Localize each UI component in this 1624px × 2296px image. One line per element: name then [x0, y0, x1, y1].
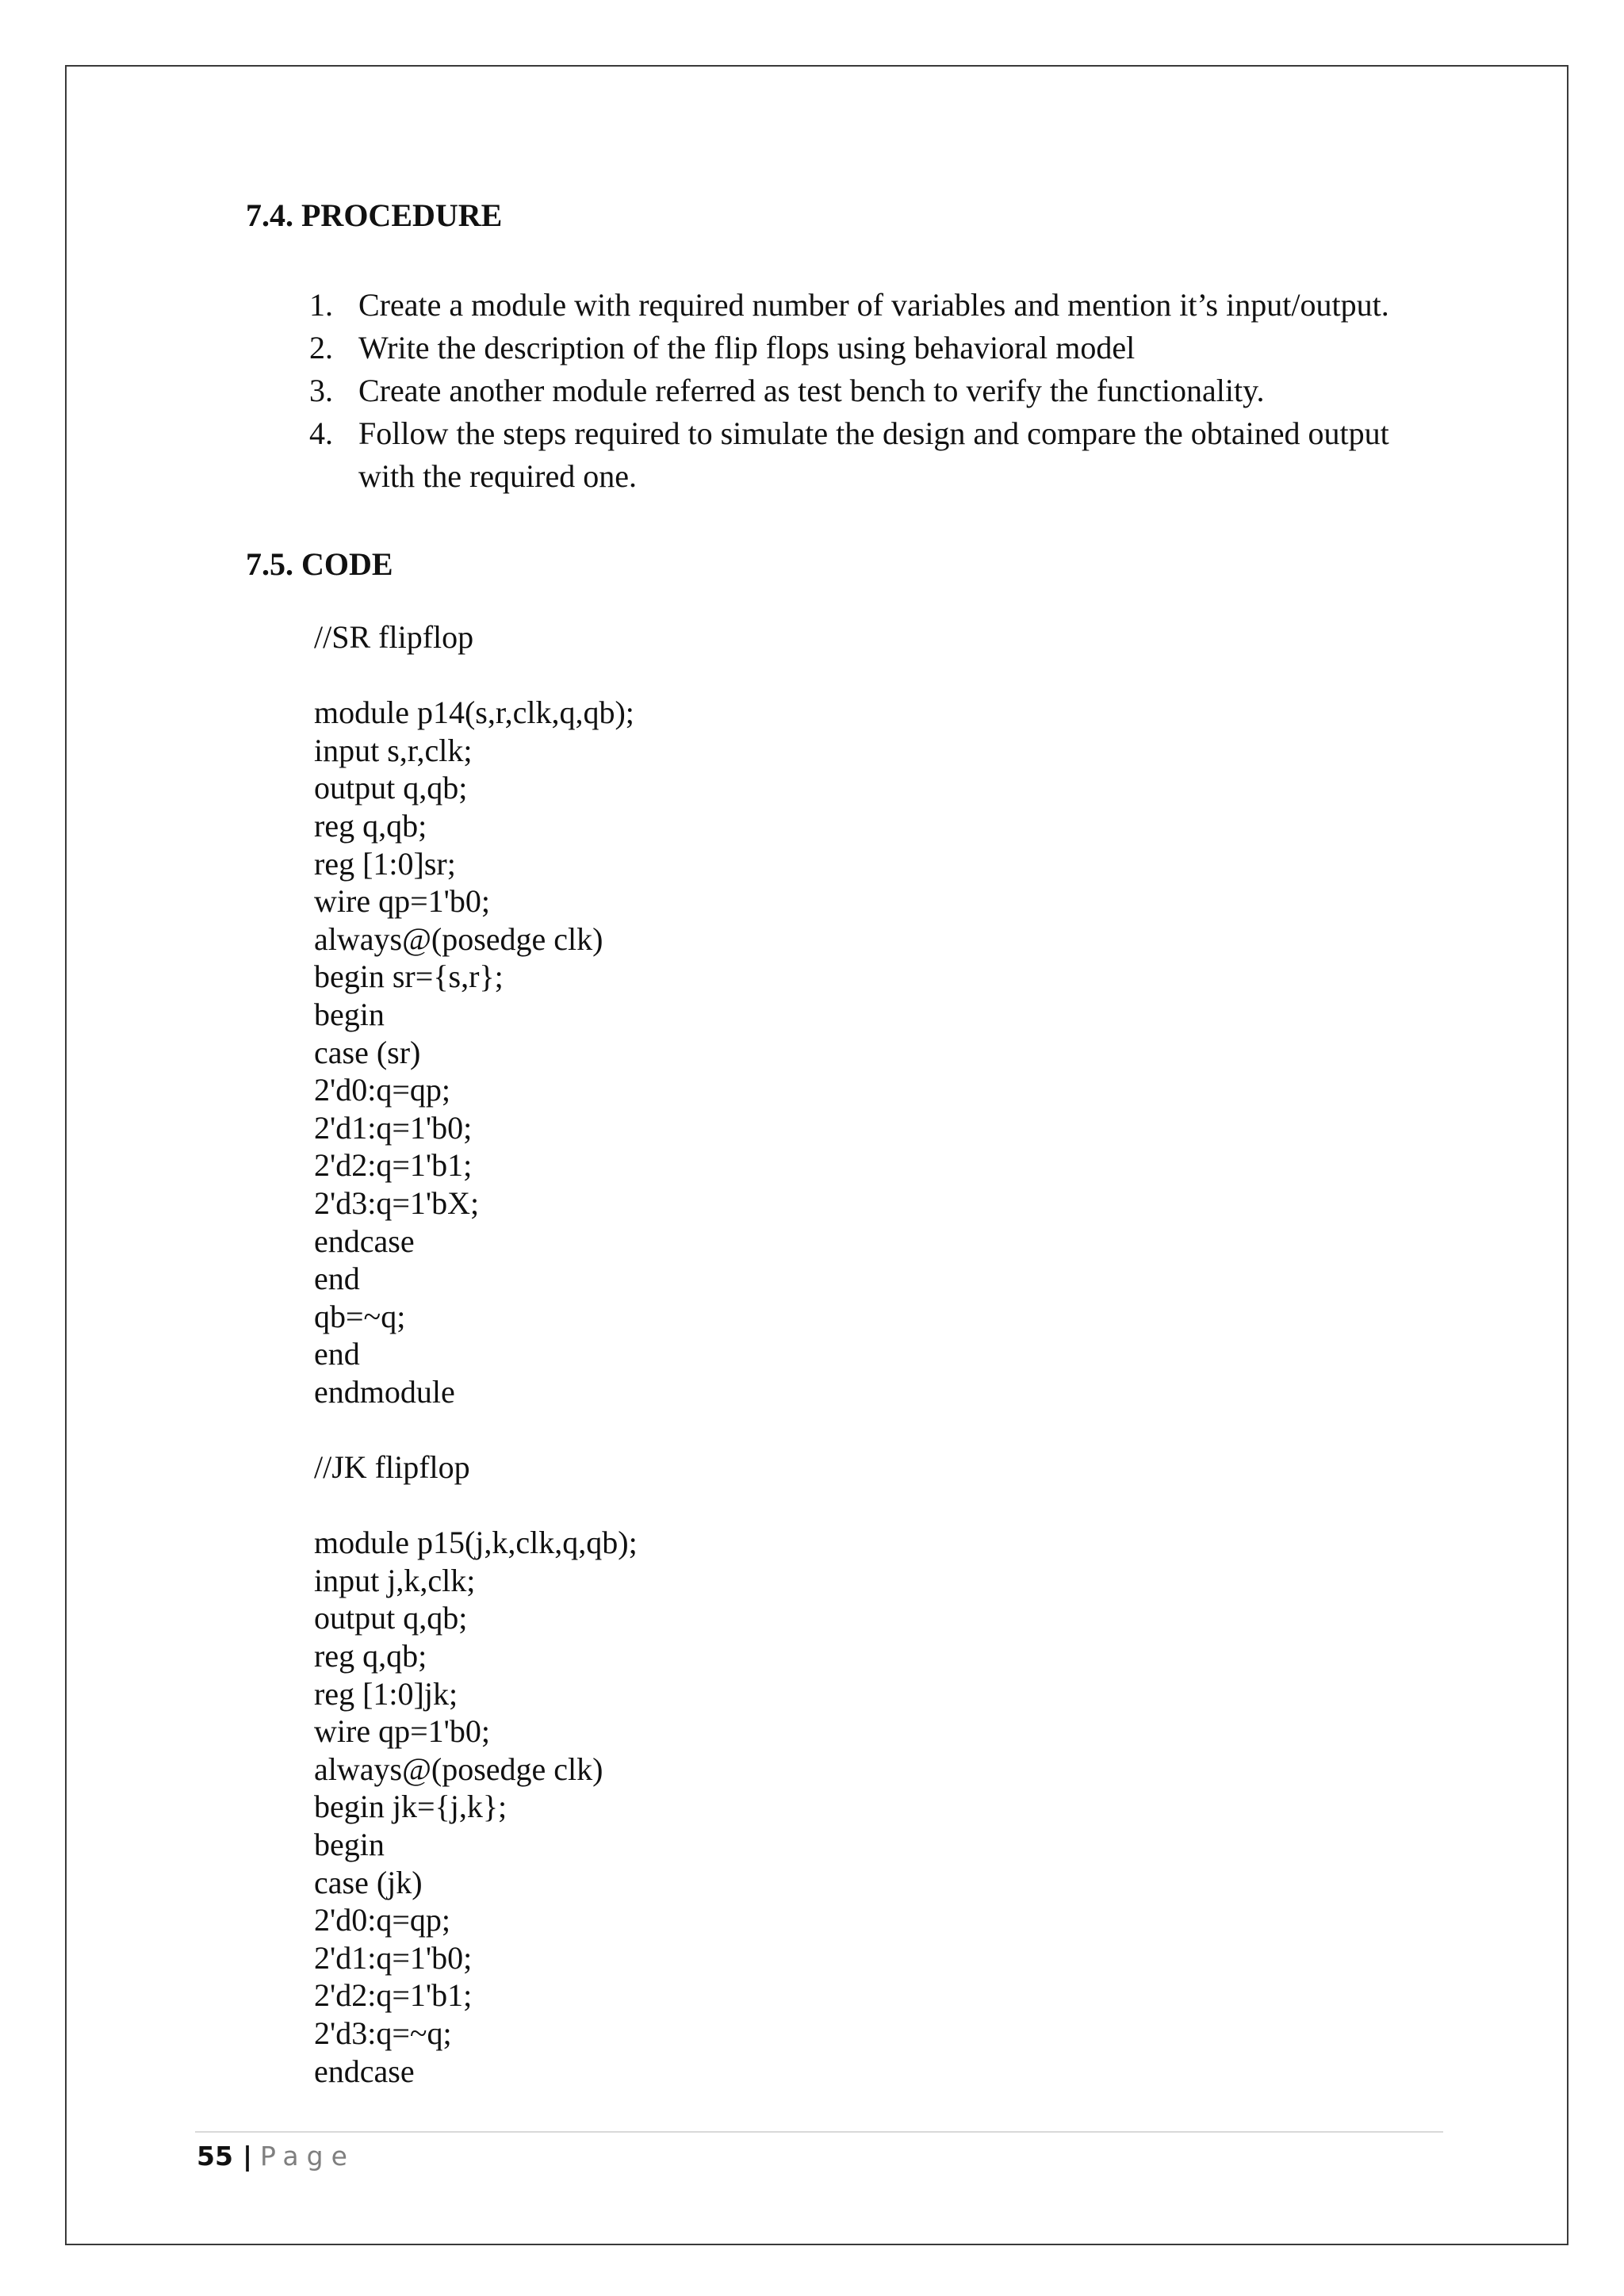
code-line: //SR flipflop — [314, 619, 474, 655]
step-number: 1. — [309, 287, 333, 323]
code-line: case (jk) — [314, 1864, 423, 1900]
step-text: Create another module referred as test bench to verify the functionality. — [358, 373, 1265, 408]
procedure-step — [309, 412, 1443, 498]
code-heading: 7.5. CODE — [246, 546, 393, 582]
code-line: reg q,qb; — [314, 1638, 427, 1674]
code-line: begin sr={s,r}; — [314, 959, 504, 995]
step-number: 3. — [309, 373, 333, 408]
code-line: always@(posedge clk) — [314, 920, 603, 957]
code-line: 2'd2:q=1'b1; — [314, 1147, 473, 1184]
step-text: Follow the steps required to simulate the design and compare the obtained output with the required one. — [358, 415, 1389, 494]
code-line: end — [314, 1336, 360, 1372]
code-blank-line — [314, 1487, 638, 1525]
code-line: always@(posedge clk) — [314, 1751, 603, 1787]
page-label: Page — [260, 2141, 355, 2172]
code-line: 2'd0:q=qp; — [314, 1902, 450, 1938]
code-line: 2'd3:q=1'bX; — [314, 1184, 480, 1221]
page-number: 55 — [197, 2141, 233, 2172]
procedure-heading: 7.4. PROCEDURE — [246, 197, 503, 233]
step-text: Create a module with required number of variables and mention it’s input/output. — [358, 287, 1389, 323]
procedure-step — [309, 284, 1443, 327]
footer-separator: | — [242, 2141, 252, 2172]
code-line: endcase — [314, 2053, 415, 2089]
code-line: begin — [314, 1827, 385, 1862]
code-line: wire qp=1'b0; — [314, 883, 490, 920]
code-line: endmodule — [314, 1373, 455, 1410]
code-line: 2'd1:q=1'b0; — [314, 1939, 473, 1976]
code-line: 2'd0:q=qp; — [314, 1072, 450, 1108]
step-text: Write the description of the flip flops using behavioral model — [358, 330, 1136, 365]
code-line: output q,qb; — [314, 1600, 468, 1636]
code-line: begin — [314, 996, 385, 1032]
code-line: reg q,qb; — [314, 807, 427, 844]
code-block — [314, 618, 638, 2090]
code-line: 2'd3:q=~q; — [314, 2015, 452, 2051]
code-line: end — [314, 1261, 360, 1297]
code-line: endcase — [314, 1223, 415, 1259]
code-blank-line — [314, 1410, 638, 1448]
code-line: module p15(j,k,clk,q,qb); — [314, 1525, 638, 1561]
code-line: reg [1:0]jk; — [314, 1675, 458, 1712]
procedure-step — [309, 369, 1443, 412]
step-number: 2. — [309, 330, 333, 365]
code-line: //JK flipflop — [314, 1449, 470, 1486]
code-line: output q,qb; — [314, 770, 468, 806]
procedure-list — [309, 284, 1443, 498]
code-line: 2'd2:q=1'b1; — [314, 1977, 473, 2014]
page-footer — [197, 2139, 355, 2174]
step-number: 4. — [309, 415, 333, 451]
code-line: module p14(s,r,clk,q,qb); — [314, 695, 634, 731]
code-blank-line — [314, 656, 638, 695]
code-line: qb=~q; — [314, 1298, 406, 1334]
code-line: reg [1:0]sr; — [314, 845, 456, 882]
code-line: begin jk={j,k}; — [314, 1789, 508, 1825]
code-line: input j,k,clk; — [314, 1562, 476, 1598]
code-line: input s,r,clk; — [314, 732, 473, 768]
code-line: case (sr) — [314, 1034, 421, 1070]
code-line: 2'd1:q=1'b0; — [314, 1109, 473, 1146]
procedure-step — [309, 327, 1443, 369]
footer-divider — [195, 2131, 1443, 2133]
code-line: wire qp=1'b0; — [314, 1713, 490, 1750]
